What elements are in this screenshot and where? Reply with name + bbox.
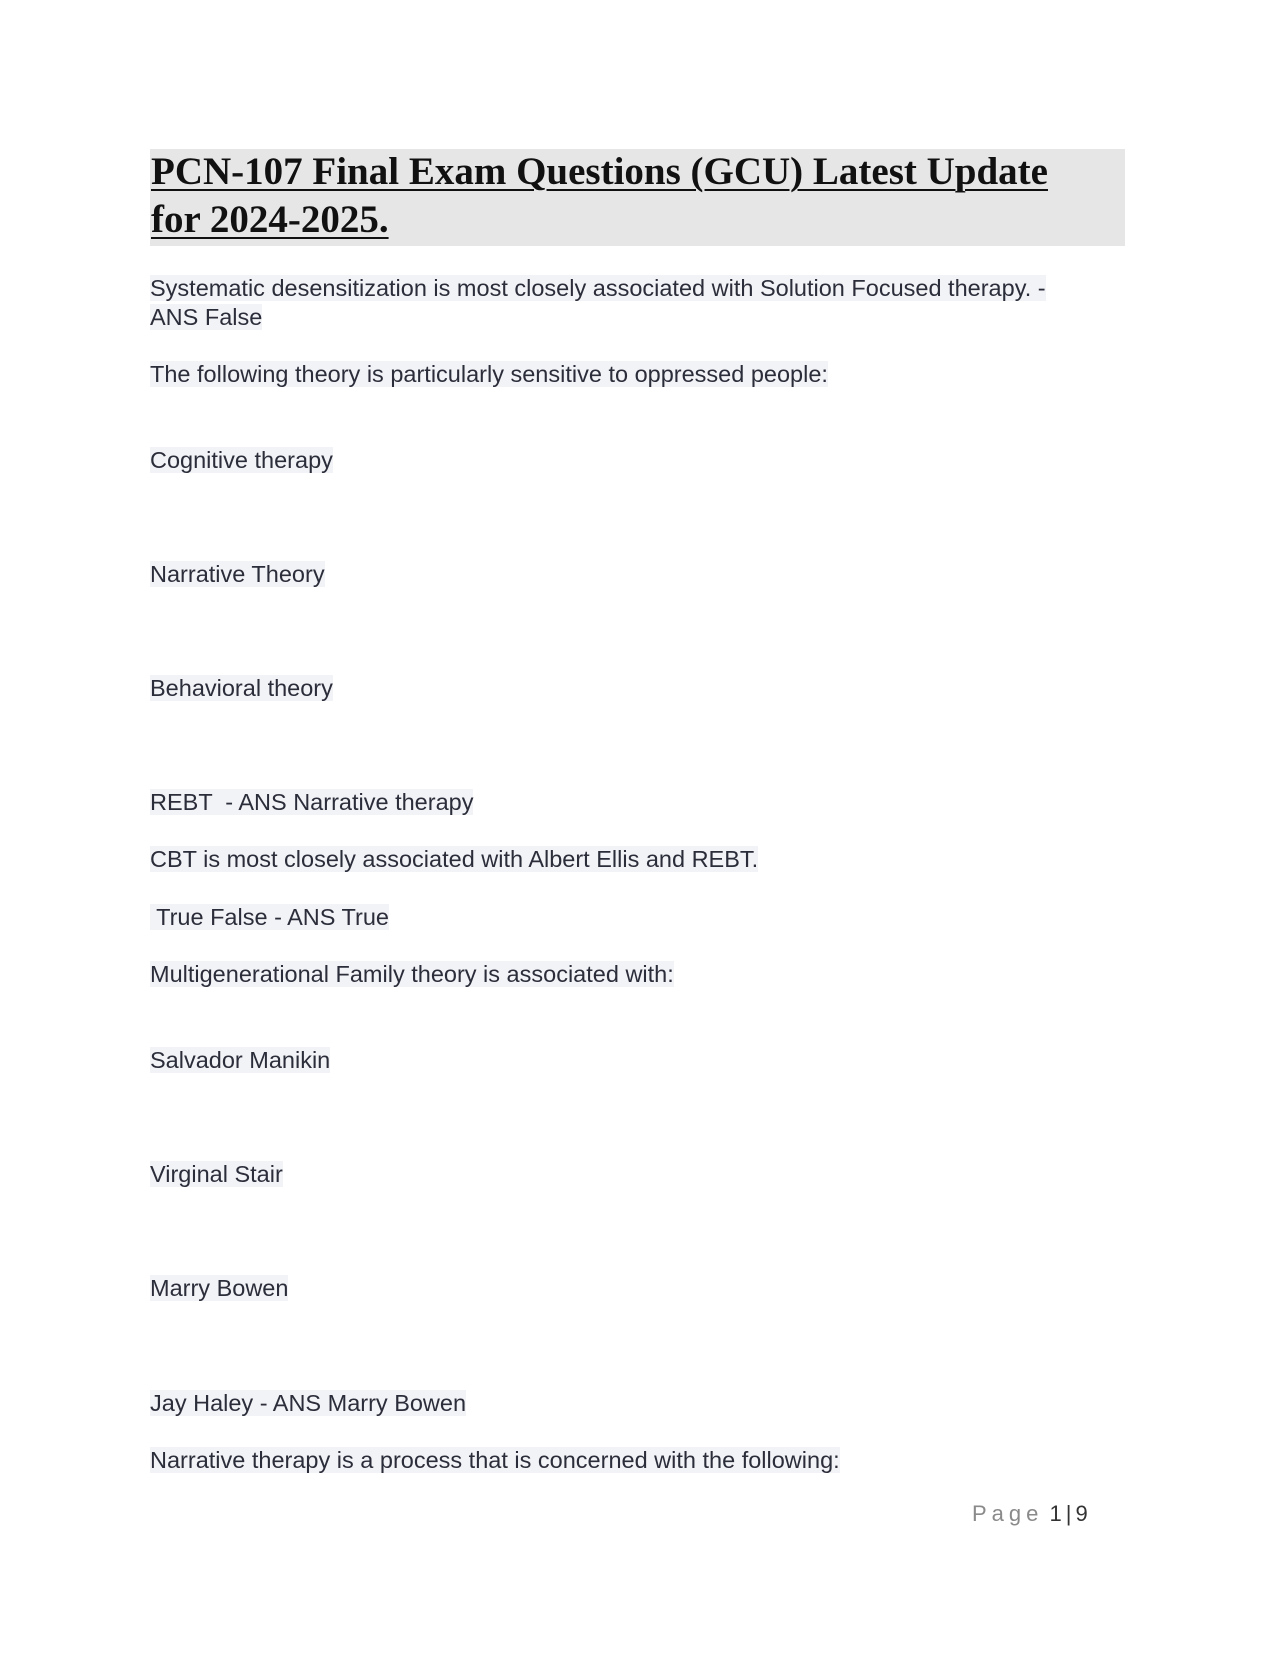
option-line: Marry Bowen — [150, 1275, 289, 1301]
page-separator: | — [1065, 1501, 1072, 1526]
paragraph-line: CBT is most closely associated with Albert Ellis and REBT. — [150, 846, 759, 872]
paragraph-line: The following theory is particularly sensitive to oppressed people: — [150, 361, 828, 387]
option-line: Virginal Stair — [150, 1161, 283, 1187]
answer-line: True False - ANS True — [150, 904, 390, 930]
answer-line: Jay Haley - ANS Marry Bowen — [150, 1390, 467, 1416]
page-number: 1 — [1049, 1501, 1062, 1526]
answer-line: REBT - ANS Narrative therapy — [150, 789, 474, 815]
document-title-line-2: for 2024-2025. — [151, 198, 389, 241]
document-title-line-1: PCN-107 Final Exam Questions (GCU) Latest Update — [151, 150, 1048, 193]
page-footer — [972, 1500, 1088, 1528]
paragraph-line: ANS False — [150, 304, 263, 330]
option-line: Narrative Theory — [150, 561, 325, 587]
paragraph-line: Narrative therapy is a process that is concerned with the following: — [150, 1447, 840, 1473]
page-label: Page — [972, 1501, 1044, 1526]
option-line: Cognitive therapy — [150, 447, 333, 473]
option-line: Salvador Manikin — [150, 1047, 331, 1073]
paragraph-line: Multigenerational Family theory is associated with: — [150, 961, 674, 987]
paragraph-line: Systematic desensitization is most closely associated with Solution Focused therapy. - — [150, 275, 1046, 301]
option-line: Behavioral theory — [150, 675, 333, 701]
total-pages: 9 — [1075, 1501, 1088, 1526]
